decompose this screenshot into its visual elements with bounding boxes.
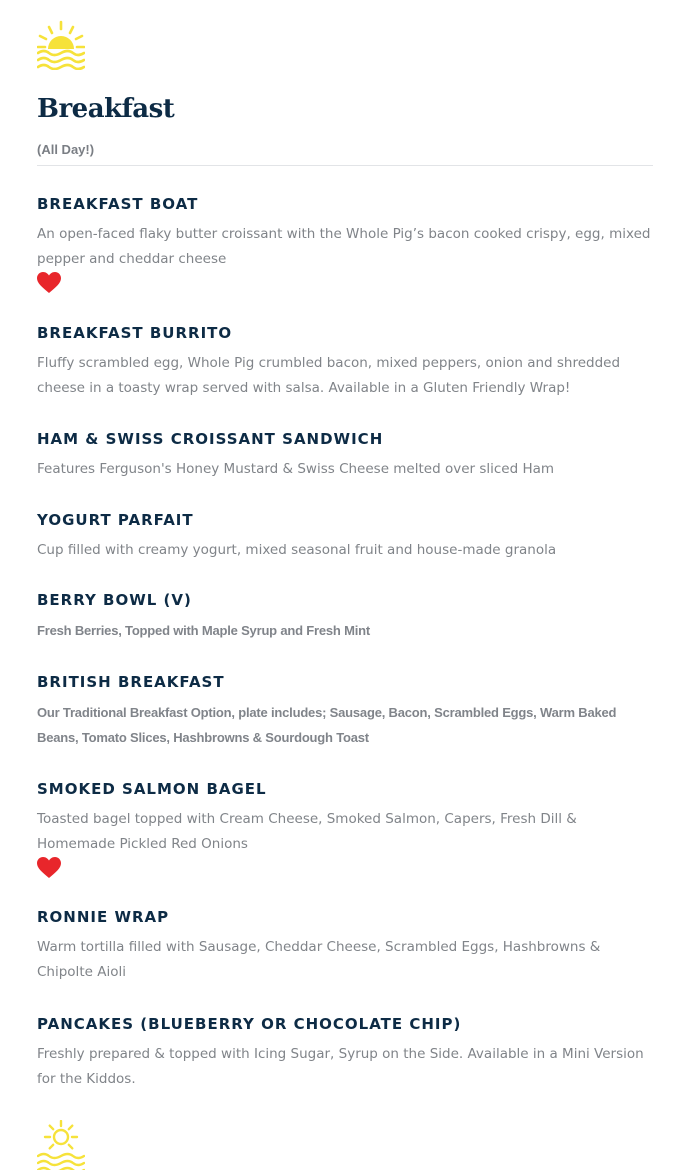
menu-item-description: Freshly prepared & topped with Icing Sugar, Syrup on the Side. Available in a Mini Version for the Kiddos. [37,1046,644,1087]
menu-item-description: Fresh Berries, Topped with Maple Syrup and Fresh Mint [37,623,370,638]
menu-item-description: Fluffy scrambled egg, Whole Pig crumbled bacon, mixed peppers, onion and shredded cheese in a toasty wrap served with salsa. Available in a Gluten Friendly Wrap! [37,355,621,396]
menu-item-name: SMOKED SALMON BAGEL [37,780,267,798]
menu-item-name: RONNIE WRAP [37,908,170,926]
menu-item-description: Our Traditional Breakfast Option, plate includes; Sausage, Bacon, Scrambled Eggs, Warm Baked Beans, Tomato Slices, Hashbrowns & Sourdough Toast [37,705,617,745]
heart-icon [37,857,61,879]
menu-item-name: YOGURT PARFAIT [37,511,194,529]
menu-item-name: BRITISH BREAKFAST [37,673,225,691]
heart-icon [37,272,61,294]
title-divider [37,165,653,166]
menu-item-description: Cup filled with creamy yogurt, mixed seasonal fruit and house-made granola [37,542,557,558]
sun-over-waves-icon [37,20,85,70]
page-title: Breakfast [37,94,175,124]
menu-item-name: BREAKFAST BOAT [37,195,199,213]
menu-item-name: BERRY BOWL (V) [37,591,192,609]
menu-item-description: An open-faced flaky butter croissant with the Whole Pig’s bacon cooked crispy, egg, mixed pepper and cheddar cheese [37,226,651,267]
menu-item-description: Warm tortilla filled with Sausage, Cheddar Cheese, Scrambled Eggs, Hashbrowns & Chipolte Aioli [37,939,601,980]
page-subtitle: (All Day!) [37,142,95,157]
sun-over-waves-icon [37,1120,85,1170]
menu-item-name: BREAKFAST BURRITO [37,324,233,342]
menu-item-name: HAM & SWISS CROISSANT SANDWICH [37,430,384,448]
menu-item-description: Toasted bagel topped with Cream Cheese, Smoked Salmon, Capers, Fresh Dill & Homemade Pickled Red Onions [37,811,577,852]
menu-item-description: Features Ferguson's Honey Mustard & Swiss Cheese melted over sliced Ham [37,461,555,477]
menu-item-name: PANCAKES (BLUEBERRY OR CHOCOLATE CHIP) [37,1015,462,1033]
